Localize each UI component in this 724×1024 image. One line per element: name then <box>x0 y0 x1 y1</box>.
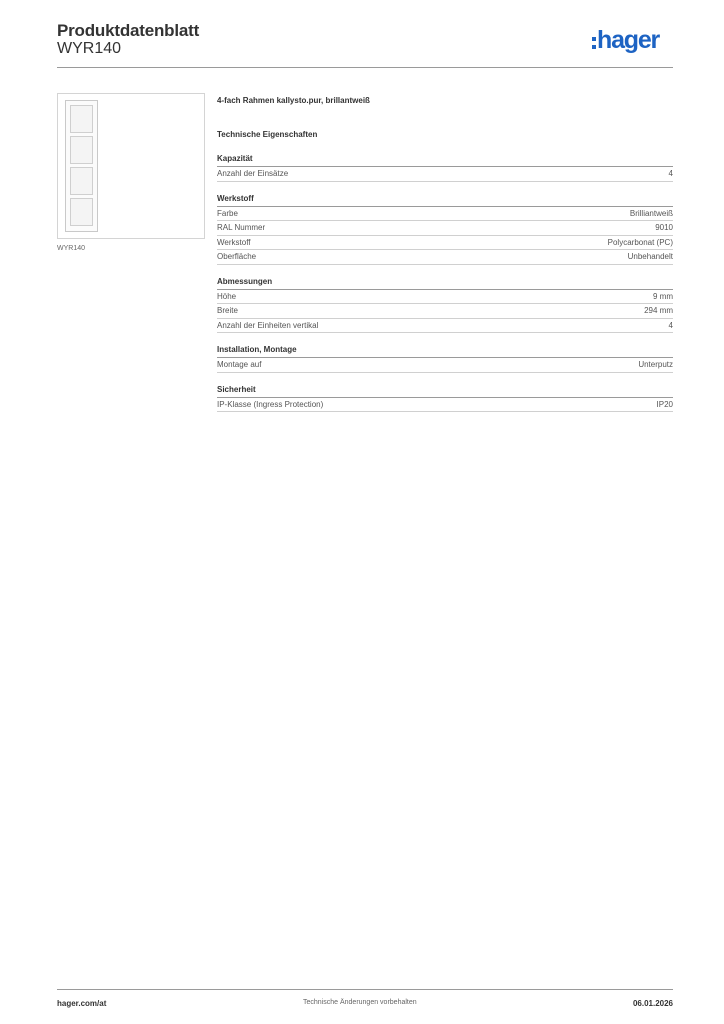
spec-value: Polycarbonat (PC) <box>607 237 673 247</box>
spec-section <box>217 194 673 265</box>
spec-row <box>217 167 673 182</box>
spec-value: 294 mm <box>644 306 673 315</box>
spec-row <box>217 236 673 251</box>
spec-label: Werkstoff <box>217 237 251 247</box>
section-title: Installation, Montage <box>217 345 673 358</box>
footer-notice: Technische Änderungen vorbehalten <box>303 999 417 1006</box>
header-divider <box>57 67 673 68</box>
spec-label: Oberfläche <box>217 252 257 261</box>
spec-row <box>217 221 673 236</box>
spec-label: Breite <box>217 306 238 315</box>
spec-section <box>217 345 673 373</box>
spec-label: IP-Klasse (Ingress Protection) <box>217 399 324 409</box>
spec-value: 4 <box>668 320 673 330</box>
spec-row <box>217 250 673 265</box>
spec-row <box>217 398 673 413</box>
section-title: Sicherheit <box>217 385 673 398</box>
tech-heading: Technische Eigenschaften <box>217 130 318 139</box>
spec-content <box>217 96 673 412</box>
spec-value: Brilliantweiß <box>629 208 673 218</box>
spec-row <box>217 304 673 319</box>
frame-4-gang-icon <box>65 100 98 232</box>
product-image <box>57 93 205 239</box>
section-title: Werkstoff <box>217 194 673 207</box>
footer-website: hager.com/at <box>57 999 107 1008</box>
spec-value: Unbehandelt <box>627 252 673 261</box>
spec-label: Montage auf <box>217 360 262 369</box>
product-name: 4-fach Rahmen kallysto.pur, brillantweiß <box>217 96 370 105</box>
spec-row <box>217 290 673 305</box>
spec-label: Farbe <box>217 208 238 218</box>
spec-label: RAL Nummer <box>217 223 266 232</box>
spec-value: 9 mm <box>653 291 673 301</box>
spec-value: Unterputz <box>638 360 673 369</box>
spec-label: Anzahl der Einheiten vertikal <box>217 320 319 330</box>
footer-date: 06.01.2026 <box>632 999 673 1008</box>
spec-sections <box>217 154 673 412</box>
footer-divider <box>57 989 673 990</box>
spec-label: Höhe <box>217 291 237 301</box>
product-image-caption: WYR140 <box>57 245 86 252</box>
spec-section <box>217 385 673 413</box>
section-title: Kapazität <box>217 154 673 167</box>
product-code: WYR140 <box>57 40 122 57</box>
spec-label: Anzahl der Einsätze <box>217 169 289 178</box>
spec-value: 4 <box>668 169 673 178</box>
spec-row <box>217 207 673 222</box>
logo-text: hager <box>597 26 660 54</box>
spec-row <box>217 319 673 334</box>
spec-section <box>217 154 673 182</box>
spec-value: IP20 <box>656 399 673 409</box>
page-title: Produktdatenblatt <box>57 21 200 40</box>
spec-section <box>217 277 673 334</box>
logo-dots-icon <box>592 37 596 50</box>
spec-value: 9010 <box>655 223 673 232</box>
section-title: Abmessungen <box>217 277 673 290</box>
spec-row <box>217 358 673 373</box>
